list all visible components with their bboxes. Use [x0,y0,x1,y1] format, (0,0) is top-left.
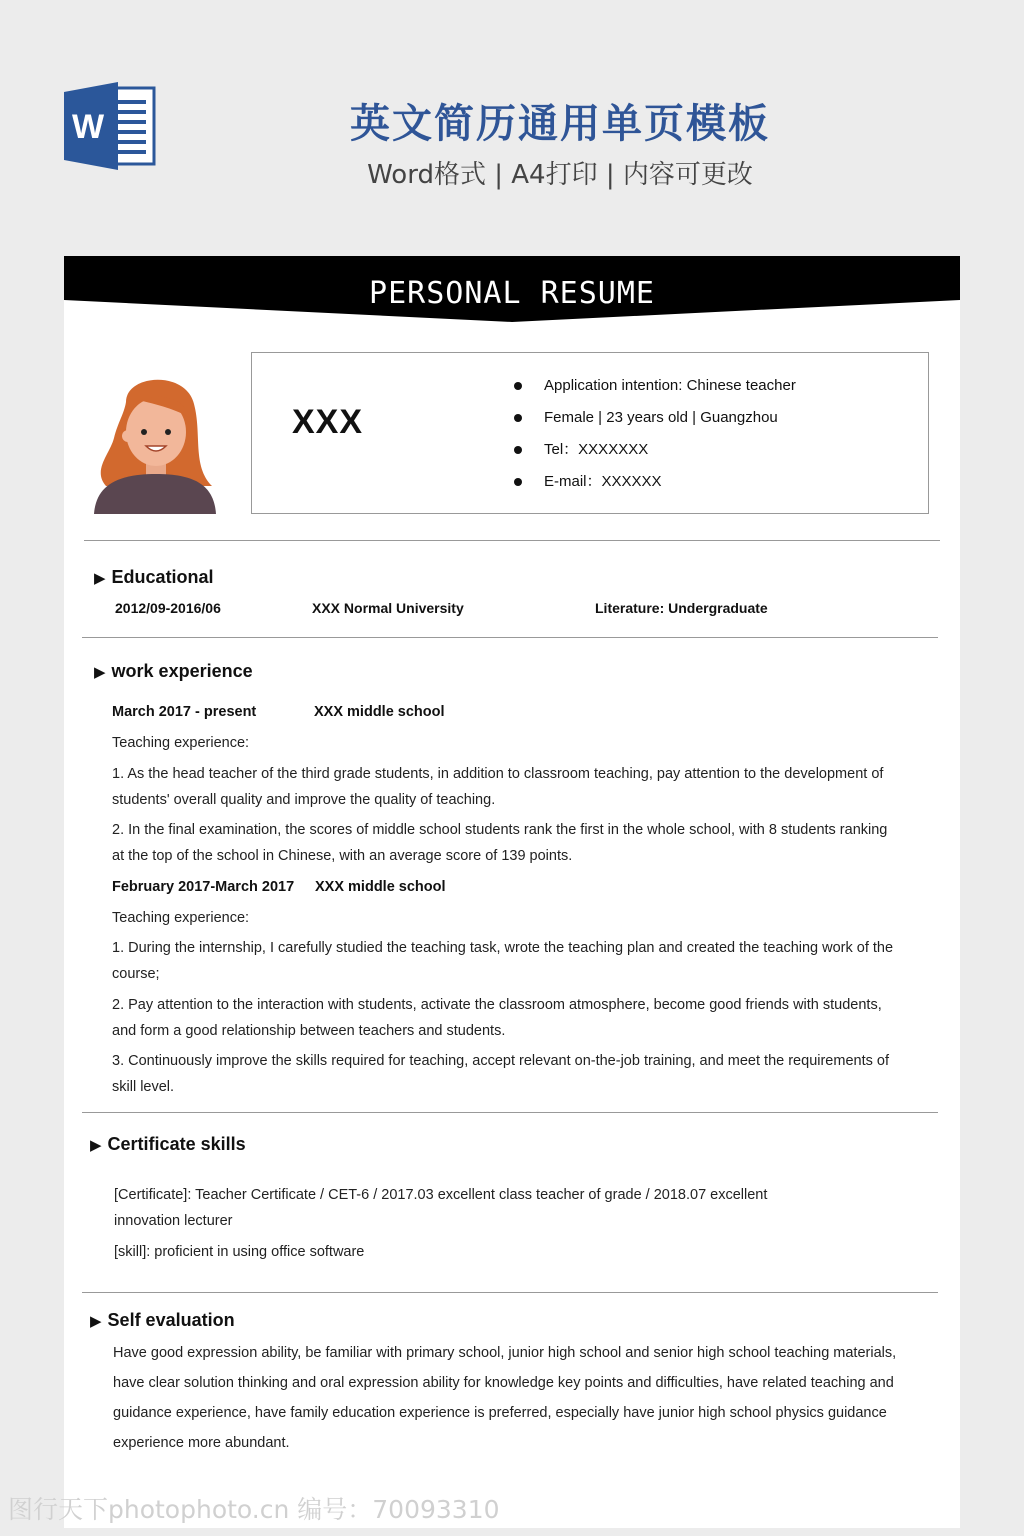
job1-label: Teaching experience: [112,735,250,751]
resume-page [64,256,960,1528]
word-app-icon [64,82,156,170]
certificate-line: [Certificate]: Teacher Certificate / CET-6 / 2017.03 excellent class teacher of grade / 2018.07 excellent [114,1187,768,1203]
job2-period: February 2017-March 2017 [112,879,295,895]
divider [82,1112,938,1113]
page-subtitle: Word格式 | A4打印 | 内容可更改 [367,160,753,190]
page-title: 英文简历通用单页模板 [350,101,770,147]
self-eval-line: experience more abundant. [113,1435,290,1451]
info-item-intention: Application intention: Chinese teacher [512,375,796,407]
job1-line: at the top of the school in Chinese, with an average score of 139 points. [112,848,573,864]
template-header [0,0,1024,256]
job2-org: XXX middle school [315,879,446,895]
section-title-label: work experience [111,661,253,681]
section-title-label: Self evaluation [107,1310,235,1330]
triangle-bullet-icon: ▶ [90,1313,102,1330]
skill-line: [skill]: proficient in using office software [114,1244,365,1260]
resume-banner-title: PERSONAL RESUME [369,276,655,311]
job1-line: students' overall quality and improve the quality of teaching. [112,792,496,808]
section-title-self-evaluation [90,1310,235,1331]
education-degree: Literature: Undergraduate [595,600,768,616]
certificate-line: innovation lecturer [114,1213,233,1229]
job1-period: March 2017 - present [112,704,257,720]
divider [82,1292,938,1293]
section-title-label: Educational [111,567,214,587]
word-logo-letter: W [71,108,105,146]
personal-info-list [512,375,796,503]
job2-line: and form a good relationship between teachers and students. [112,1023,506,1039]
job2-line: course; [112,966,160,982]
job2-line: 3. Continuously improve the skills required for teaching, accept relevant on-the-job training, and meet the requirements of [112,1053,889,1069]
triangle-bullet-icon: ▶ [94,570,106,587]
job1-line: 1. As the head teacher of the third grade students, in addition to classroom teaching, pay attention to the development of [112,766,884,782]
section-title-education [94,567,214,588]
job2-line: 2. Pay attention to the interaction with students, activate the classroom atmosphere, become good friends with students, [112,997,882,1013]
job1-org: XXX middle school [314,704,445,720]
personal-info-box [251,352,929,514]
divider [82,637,938,638]
section-title-work [94,661,253,682]
avatar [86,374,222,514]
divider [84,540,940,541]
info-item-tel: Tel：XXXXXXX [512,439,796,471]
watermark: 图行天下photophoto.cn 编号：70093310 [8,1495,500,1524]
job2-line: 1. During the internship, I carefully studied the teaching task, wrote the teaching plan and created the teaching work of the [112,940,894,956]
triangle-bullet-icon: ▶ [94,664,106,681]
section-title-label: Certificate skills [107,1134,246,1154]
section-title-certificate [90,1134,246,1155]
candidate-name: XXX [292,403,364,441]
self-eval-line: have clear solution thinking and oral expression ability for knowledge key points and difficulties, have related teaching and [113,1375,894,1391]
self-eval-line: guidance experience, have family education experience is preferred, especially have junior high school physics guidance [113,1405,887,1421]
education-school: XXX Normal University [312,600,464,616]
self-eval-line: Have good expression ability, be familiar with primary school, junior high school and senior high school teaching materials, [113,1345,897,1361]
triangle-bullet-icon: ▶ [90,1137,102,1154]
job2-label: Teaching experience: [112,910,250,926]
job2-line: skill level. [112,1079,175,1095]
info-item-email: E-mail：XXXXXX [512,471,796,503]
education-period: 2012/09-2016/06 [115,600,221,616]
info-item-profile: Female | 23 years old | Guangzhou [512,407,796,439]
job1-line: 2. In the final examination, the scores of middle school students rank the first in the whole school, with 8 students ranking [112,822,888,838]
